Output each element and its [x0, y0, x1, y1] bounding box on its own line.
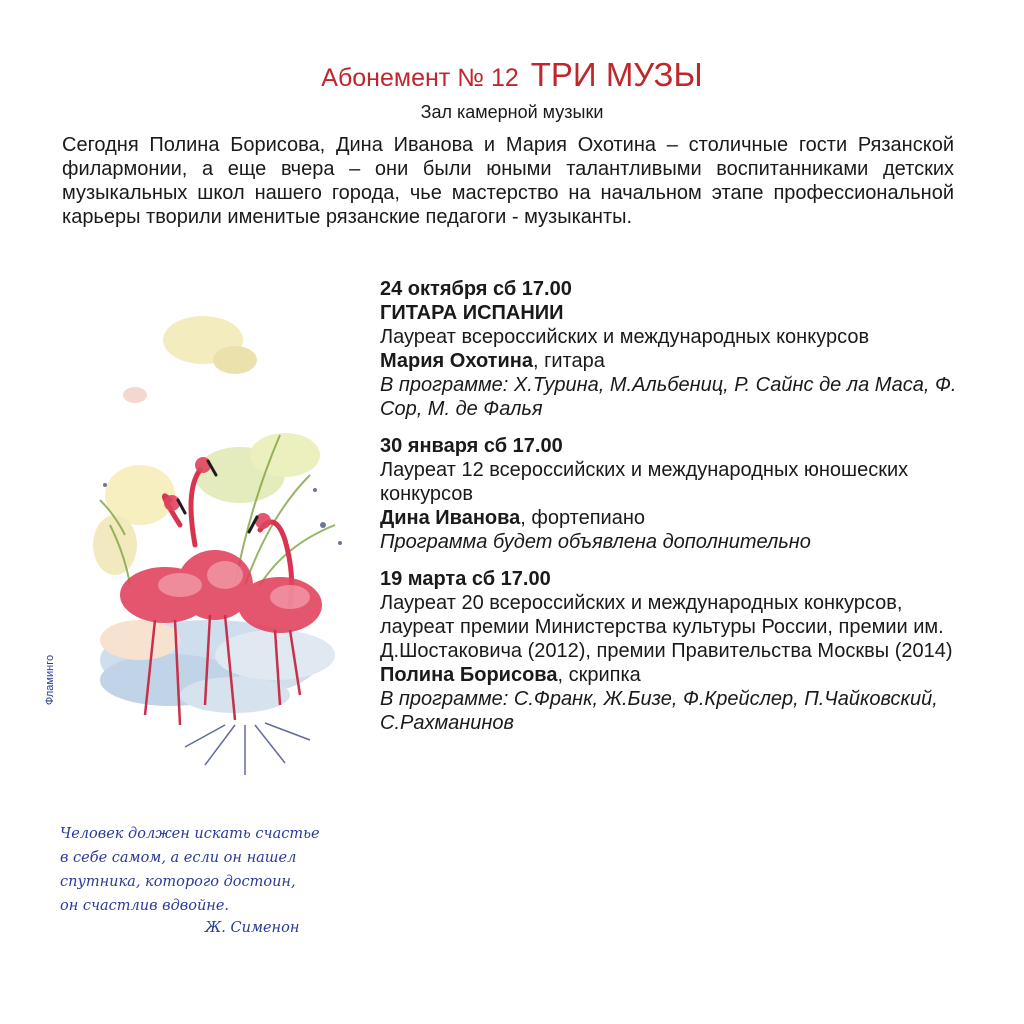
concert-laureate: Лауреат всероссийских и международных конкурсов — [380, 326, 870, 348]
flamingo-illustration — [85, 285, 375, 780]
performer-name: Мария Охотина — [380, 350, 533, 372]
concert-program: Программа будет объявлена дополнительно — [380, 531, 811, 553]
concert-list — [380, 277, 970, 748]
subscription-label: Абонемент № 12 — [321, 64, 519, 92]
concert-laureate: Лауреат 12 всероссийских и международных юношеских конкурсов — [380, 459, 909, 505]
performer-name: Дина Иванова — [380, 507, 521, 529]
concert-performer — [380, 349, 970, 373]
quote-line: Человек должен искать счастье — [60, 826, 320, 842]
concert-performer — [380, 663, 970, 687]
concert-item — [380, 277, 970, 421]
concert-program: В программе: С.Франк, Ж.Бизе, Ф.Крейслер, П.Чайковский, С.Рахманинов — [380, 688, 938, 734]
quote-author: Ж. Сименон — [205, 920, 300, 936]
concert-laureate: Лауреат 20 всероссийских и международных конкурсов, лауреат премии Министерства культуры России, премии им. Д.Шостаковича (2012), премии Правительства Москвы (2014) — [380, 592, 953, 662]
page-title — [0, 56, 1024, 94]
performer-name: Полина Борисова — [380, 664, 558, 686]
caption-text: Фламинго — [44, 654, 56, 706]
intro-paragraph: Сегодня Полина Борисова, Дина Иванова и Мария Охотина – столичные гости Рязанской филармонии, а еще вчера – они были юными талантливыми воспитанниками детских музыкальных школ нашего города, чье мастерство на начальном этапе профессиональной карьеры творили именитые рязанские педагоги - музыканты. — [62, 134, 954, 228]
concert-program: В программе: Х.Турина, М.Альбениц, Р. Сайнс де ла Маса, Ф. Сор, М. де Фалья — [380, 374, 957, 420]
performer-role: , гитара — [532, 350, 605, 372]
quote-line: он счастлив вдвойне. — [60, 898, 230, 914]
flamingo-watercolor-icon — [85, 285, 375, 780]
performer-role: , скрипка — [557, 664, 641, 686]
illustration-caption — [40, 640, 60, 720]
quote-line: спутника, которого достоин, — [60, 874, 296, 890]
concert-item — [380, 567, 970, 735]
concert-date: 24 октября сб 17.00 — [380, 278, 572, 300]
concert-date: 30 января сб 17.00 — [380, 435, 563, 457]
concert-performer — [380, 506, 970, 530]
concert-item — [380, 434, 970, 554]
concert-headline: ГИТАРА ИСПАНИИ — [380, 302, 564, 324]
epigraph-quote — [60, 822, 360, 918]
performer-role: , фортепиано — [520, 507, 646, 529]
concert-date: 19 марта сб 17.00 — [380, 568, 551, 590]
concert-series-title: ТРИ МУЗЫ — [530, 56, 703, 93]
hall-name: Зал камерной музыки — [420, 102, 604, 122]
quote-line: в себе самом, а если он нашел — [60, 850, 297, 866]
